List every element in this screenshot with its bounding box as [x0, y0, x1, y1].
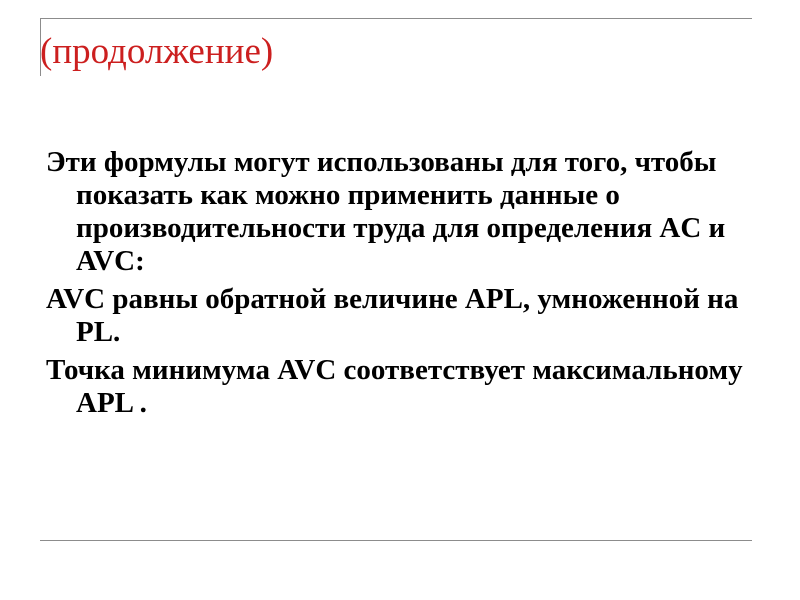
- top-divider: [40, 18, 752, 19]
- slide-body: [46, 146, 746, 425]
- body-paragraph: AVC равны обратной величине APL, умноженной на PL.: [46, 283, 739, 348]
- body-paragraph: Точка минимума AVC соответствует максимальному APL .: [46, 354, 743, 419]
- slide-title: (продолжение): [40, 31, 274, 72]
- bottom-divider: [40, 540, 752, 541]
- body-paragraph: Эти формулы могут использованы для того, чтобы показать как можно применить данные о производительности труда для определения AC и AVC:: [46, 146, 726, 277]
